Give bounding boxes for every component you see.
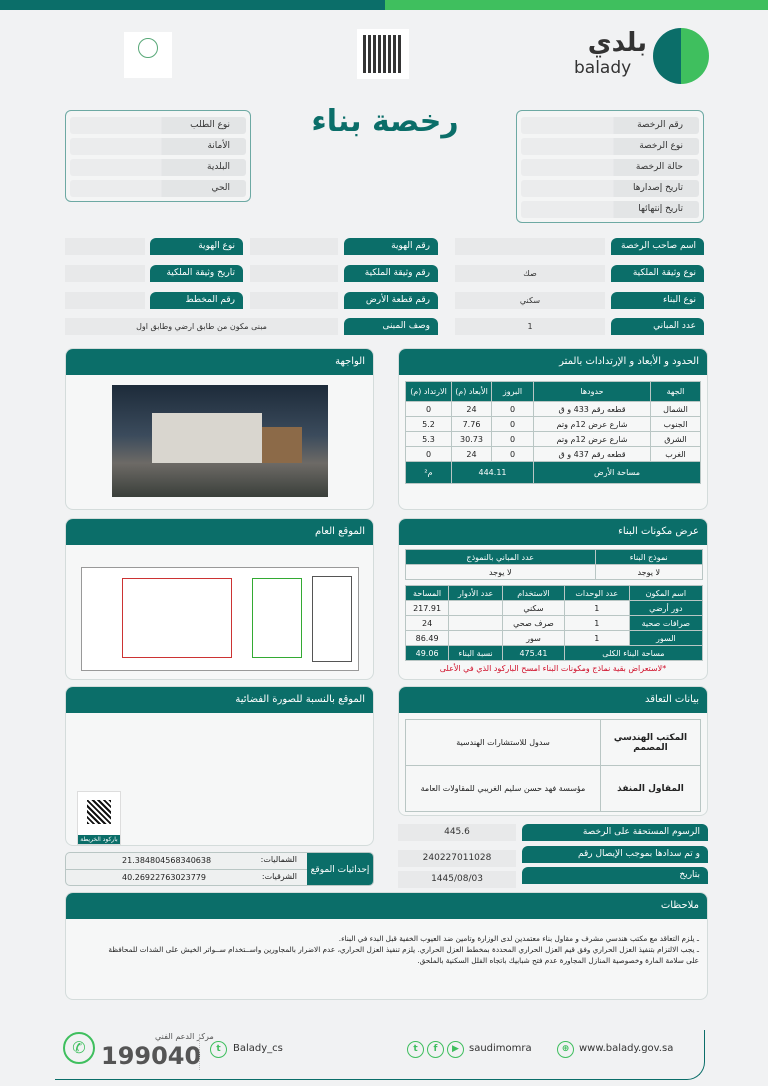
table-row: الشمال قطعه رقم 433 و ق 0 24 0 (406, 402, 701, 417)
deed-number-label: رقم وثيقة الملكية (344, 265, 438, 282)
youtube-icon[interactable]: ▶ (447, 1041, 464, 1058)
components-panel (398, 518, 708, 680)
north-value: 21.384804568340638 (122, 856, 212, 865)
license-status: حالة الرخصة (521, 159, 699, 176)
owner-name-value (455, 238, 605, 255)
request-info-box (65, 110, 251, 202)
facade-panel (65, 348, 374, 510)
owner-name-label: اسم صاحب الرخصة (611, 238, 704, 255)
components-note: *لاستعراض بقية نماذج ومكونات البناء امسح الباركود الذي في الأعلى (439, 664, 667, 673)
east-value: 40.26922763023779 (122, 873, 206, 882)
district: الحي (70, 180, 246, 197)
buildings-count-value: 1 (455, 318, 605, 335)
page-title: رخصة بناء (311, 104, 459, 139)
twitter-icon[interactable]: t (407, 1041, 424, 1058)
notes-panel (65, 892, 708, 1000)
deed-number-value (250, 265, 338, 282)
facade-title: الواجهة (66, 349, 373, 375)
components-table: اسم المكون عدد الوحدات الاستخدام عدد الأدوار المساحة دور أرضي 1 سكني 217.91 صرافات صحية 1 صرف صحي 24 السور 1 سور 86.49 مساحة البناء الكلى 475.41 نسبة البناء 49.06 (405, 585, 703, 661)
website-link[interactable]: www.balady.gov.sa (579, 1043, 674, 1054)
deed-type-value: صك (455, 265, 605, 282)
twitter-icon[interactable]: t (210, 1041, 227, 1058)
facebook-icon[interactable]: f (427, 1041, 444, 1058)
plan-number-label: رقم المخطط (150, 292, 243, 309)
request-type: نوع الطلب (70, 117, 246, 134)
municipality: البلدية (70, 159, 246, 176)
balady-logo: بلدي balady (574, 28, 709, 84)
components-title: عرض مكونات البناء (399, 519, 707, 545)
contract-title: بيانات التعاقد (399, 687, 707, 713)
issue-date: تاريخ إصدارها (521, 180, 699, 197)
table-row: الجنوب شارع عرض 12م وتم 0 7.76 5.2 (406, 417, 701, 432)
id-number-label: رقم الهوية (344, 238, 438, 255)
model-table: نموذج البناء عدد المباني بالنموذج لا يوجد لا يوجد (405, 549, 703, 580)
boundaries-panel (398, 348, 708, 510)
table-row: الشرق شارع عرض 12م وتم 0 30.73 5.3 (406, 432, 701, 447)
receipt-value: 240227011028 (398, 850, 516, 867)
contract-table: المكتب الهندسي المصمم سدول للاستشارات الهندسية المقاول المنفذ مؤسسة فهد حسن سليم الغريبي للمقاولات العامة (405, 719, 701, 812)
satellite-panel (65, 686, 374, 846)
plan-number-value (65, 292, 145, 309)
coordinates-box: إحداثيات الموقع الشماليات: 21.384804568340638 الشرقيات: 40.26922763023779 (65, 852, 374, 886)
fee-label: الرسوم المستحقة على الرخصة (522, 824, 708, 841)
license-info-box (516, 110, 704, 223)
table-row: دور أرضي 1 سكني 217.91 (406, 601, 703, 616)
facade-image (112, 385, 328, 497)
plot-number-label: رقم قطعة الأرض (344, 292, 438, 309)
id-number-value (250, 238, 338, 255)
fee-value: 445.6 (398, 824, 516, 841)
building-type-value: سكني (455, 292, 605, 309)
boundaries-title: الحدود و الأبعاد و الإرتدادات بالمتر (399, 349, 707, 375)
plot-number-value (250, 292, 338, 309)
notes-title: ملاحظات (66, 893, 707, 919)
expiry-date: تاريخ إنتهائها (521, 201, 699, 218)
deed-date-value (65, 265, 145, 282)
deed-type-label: نوع وثيقة الملكية (611, 265, 704, 282)
site-plan-drawing (81, 567, 359, 671)
id-type-value (65, 238, 145, 255)
building-type-label: نوع البناء (611, 292, 704, 309)
building-desc-value: مبنى مكون من طابق ارضي وطابق اول (65, 318, 338, 335)
support-number[interactable]: 199040 (101, 1042, 202, 1070)
satellite-title: الموقع بالنسبة للصورة الفضائية (66, 687, 373, 713)
date-value: 1445/08/03 (398, 871, 516, 888)
globe-icon: ⊕ (557, 1041, 574, 1058)
notes-text: ـ يلزم التعاقد مع مكتب هندسي مشرف و مقاول بناء معتمدين لدى الوزارة وتامين ضد العيوب الخفية قبل البدء في البناء. ـ يجب الالتزام بتنفيذ العزل الحراري وفق قيم العزل الحراري المحددة بمخطط العزل الحراري. يلزم تنفيذ العزل الحراري، عدم الاضرار بالمجاورين واســتخدام ســواتر الخيش على الشدات للمحافظة على سلامة المارة وخصوصية المنازل المجاورة عدم فتح شبابيك باتجاه الفلل السكنية بالملحق. (108, 934, 699, 965)
municipality-logo (124, 32, 172, 78)
social-link[interactable]: saudimomra (469, 1043, 532, 1054)
table-row: صرافات صحية 1 صرف صحي 24 (406, 616, 703, 631)
contract-panel (398, 686, 708, 816)
table-row: الغرب قطعه رقم 437 و ق 0 24 0 (406, 447, 701, 462)
date-label: بتاريخ (522, 867, 708, 884)
twitter-link[interactable]: Balady_cs (233, 1043, 283, 1054)
site-plan-title: الموقع العام (66, 519, 373, 545)
receipt-label: و تم سدادها بموجب الإيصال رقم (522, 846, 708, 863)
footer: ✆ مركز الدعم الفني 199040 t Balady_cs t f ▶ saudimomra ⊕ www.balady.gov.sa (55, 1030, 705, 1080)
phone-icon: ✆ (63, 1032, 95, 1064)
top-bar-green (385, 0, 768, 10)
palm-logo-icon (653, 28, 709, 84)
buildings-count-label: عدد المباني (611, 318, 704, 335)
qr-code[interactable] (357, 29, 409, 79)
map-barcode[interactable]: باركود الخريطة (77, 791, 121, 845)
amanah: الأمانة (70, 138, 246, 155)
building-desc-label: وصف المبنى (344, 318, 438, 335)
deed-date-label: تاريخ وثيقة الملكية (150, 265, 243, 282)
table-row: السور 1 سور 86.49 (406, 631, 703, 646)
id-type-label: نوع الهوية (150, 238, 243, 255)
site-plan-panel (65, 518, 374, 680)
boundaries-table: الجهة حدودها البروز الأبعاد (م) الارتداد (م) الشمال قطعه رقم 433 و ق 0 24 0 الجنوب شارع عرض 12م وتم 0 7.76 5.2 الشرق شارع عرض 12م وتم 0 30.73 5.3 الغرب قطعه رقم 437 و ق 0 24 0 مساحة الأرض 444.11 م² (405, 381, 701, 484)
top-bar-teal (0, 0, 385, 10)
license-number: رقم الرخصة (521, 117, 699, 134)
license-type: نوع الرخصة (521, 138, 699, 155)
